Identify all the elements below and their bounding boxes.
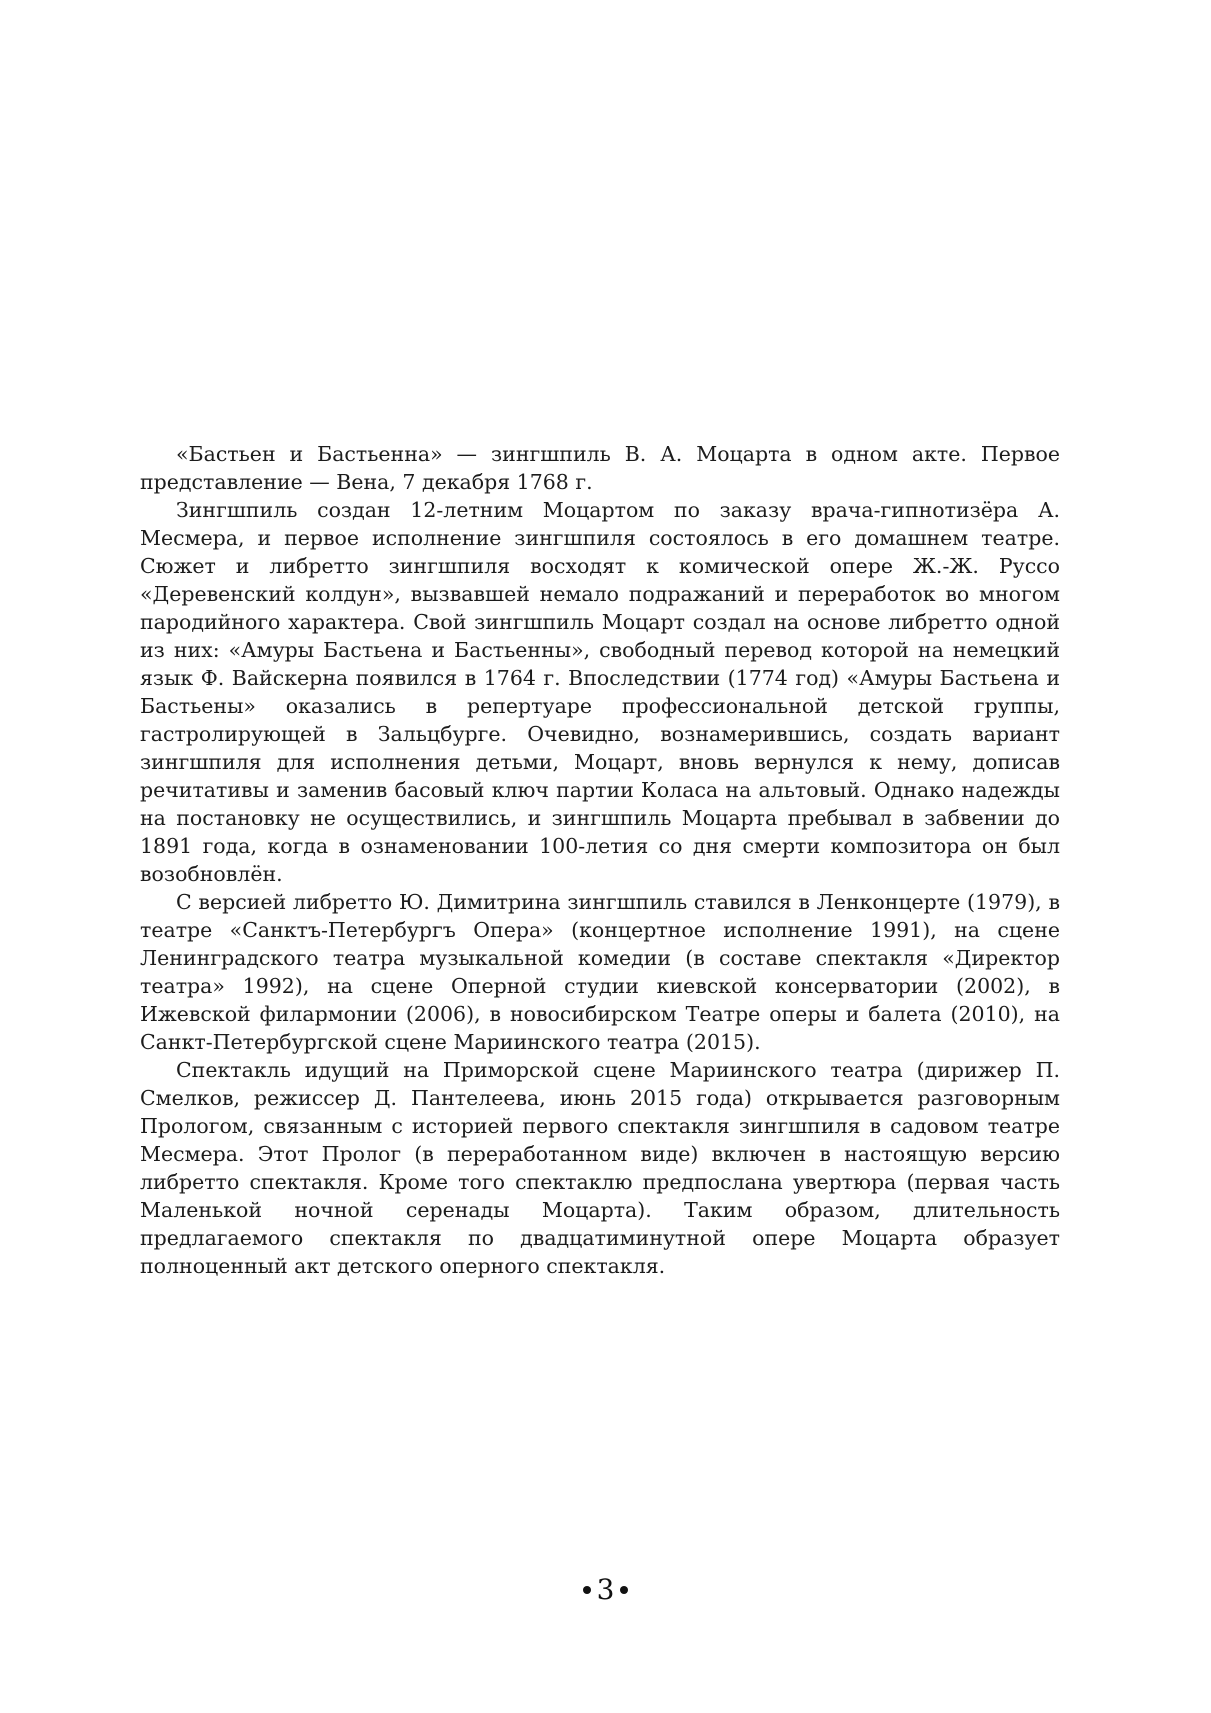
paragraph-mariinsky-staging: Спектакль идущий на Приморской сцене Мариинского театра (дирижер П. Смелков, режиссер Д. Пантелеева, июнь 2015 года) открывается разговорным Прологом, связанным с историей первого спектакля зингшпиля в садовом театре Месмера. Этот Пролог (в переработанном виде) включен в настоящую версию либретто спектакля. Кроме того спектаклю предпослана увертюра (первая часть Маленькой ночной серенады Моцарта). Таким образом, длительность предлагаемого спектакля по двадцатиминутной опере Моцарта образует полноценный акт детского оперного спектакля. [140, 1058, 1060, 1278]
page-number-value: 3 [596, 1573, 615, 1606]
page-number [0, 1572, 1211, 1608]
bullet-left-icon [583, 1586, 591, 1594]
paragraph-premiere: «Бастьен и Бастьенна» — зингшпиль В. А. Моцарта в одном акте. Первое представление — Вена, 7 декабря 1768 г. [140, 442, 1060, 494]
paragraph-history: Зингшпиль создан 12-летним Моцартом по заказу врача-гипнотизёра А. Месмера, и первое исполнение зингшпиля состоялось в его домашнем театре. Сюжет и либретто зингшпиля восходят к комической опере Ж.-Ж. Руссо «Деревенский колдун», вызвавшей немало подражаний и переработок во многом пародийного характера. Свой зингшпиль Моцарт создал на основе либретто одной из них: «Амуры Бастьена и Бастьенны», свободный перевод которой на немецкий язык Ф. Вайскерна появился в 1764 г. Впоследствии (1774 год) «Амуры Бастьена и Бастьены» оказались в репертуаре профессиональной детской группы, гастролирующей в Зальцбурге. Очевидно, вознамерившись, создать вариант зингшпиля для исполнения детьми, Моцарт, вновь вернулся к нему, дописав речитативы и заменив басовый ключ партии Коласа на альтовый. Однако надежды на постановку не осуществились, и зингшпиль Моцарта пребывал в забвении до 1891 года, когда в ознаменовании 100-летия со дня смерти композитора он был возобновлён. [140, 498, 1060, 886]
bullet-right-icon [620, 1586, 628, 1594]
body-text [140, 440, 1060, 1280]
paragraph-productions: С версией либретто Ю. Димитрина зингшпиль ставился в Ленконцерте (1979), в театре «Санктъ-Петербургъ Опера» (концертное исполнение 1991), на сцене Ленинградского театра музыкальной комедии (в составе спектакля «Директор театра» 1992), на сцене Оперной студии киевской консерватории (2002), в Ижевской филармонии (2006), в новосибирском Театре оперы и балета (2010), на Санкт-Петербургской сцене Мариинского театра (2015). [140, 890, 1060, 1054]
